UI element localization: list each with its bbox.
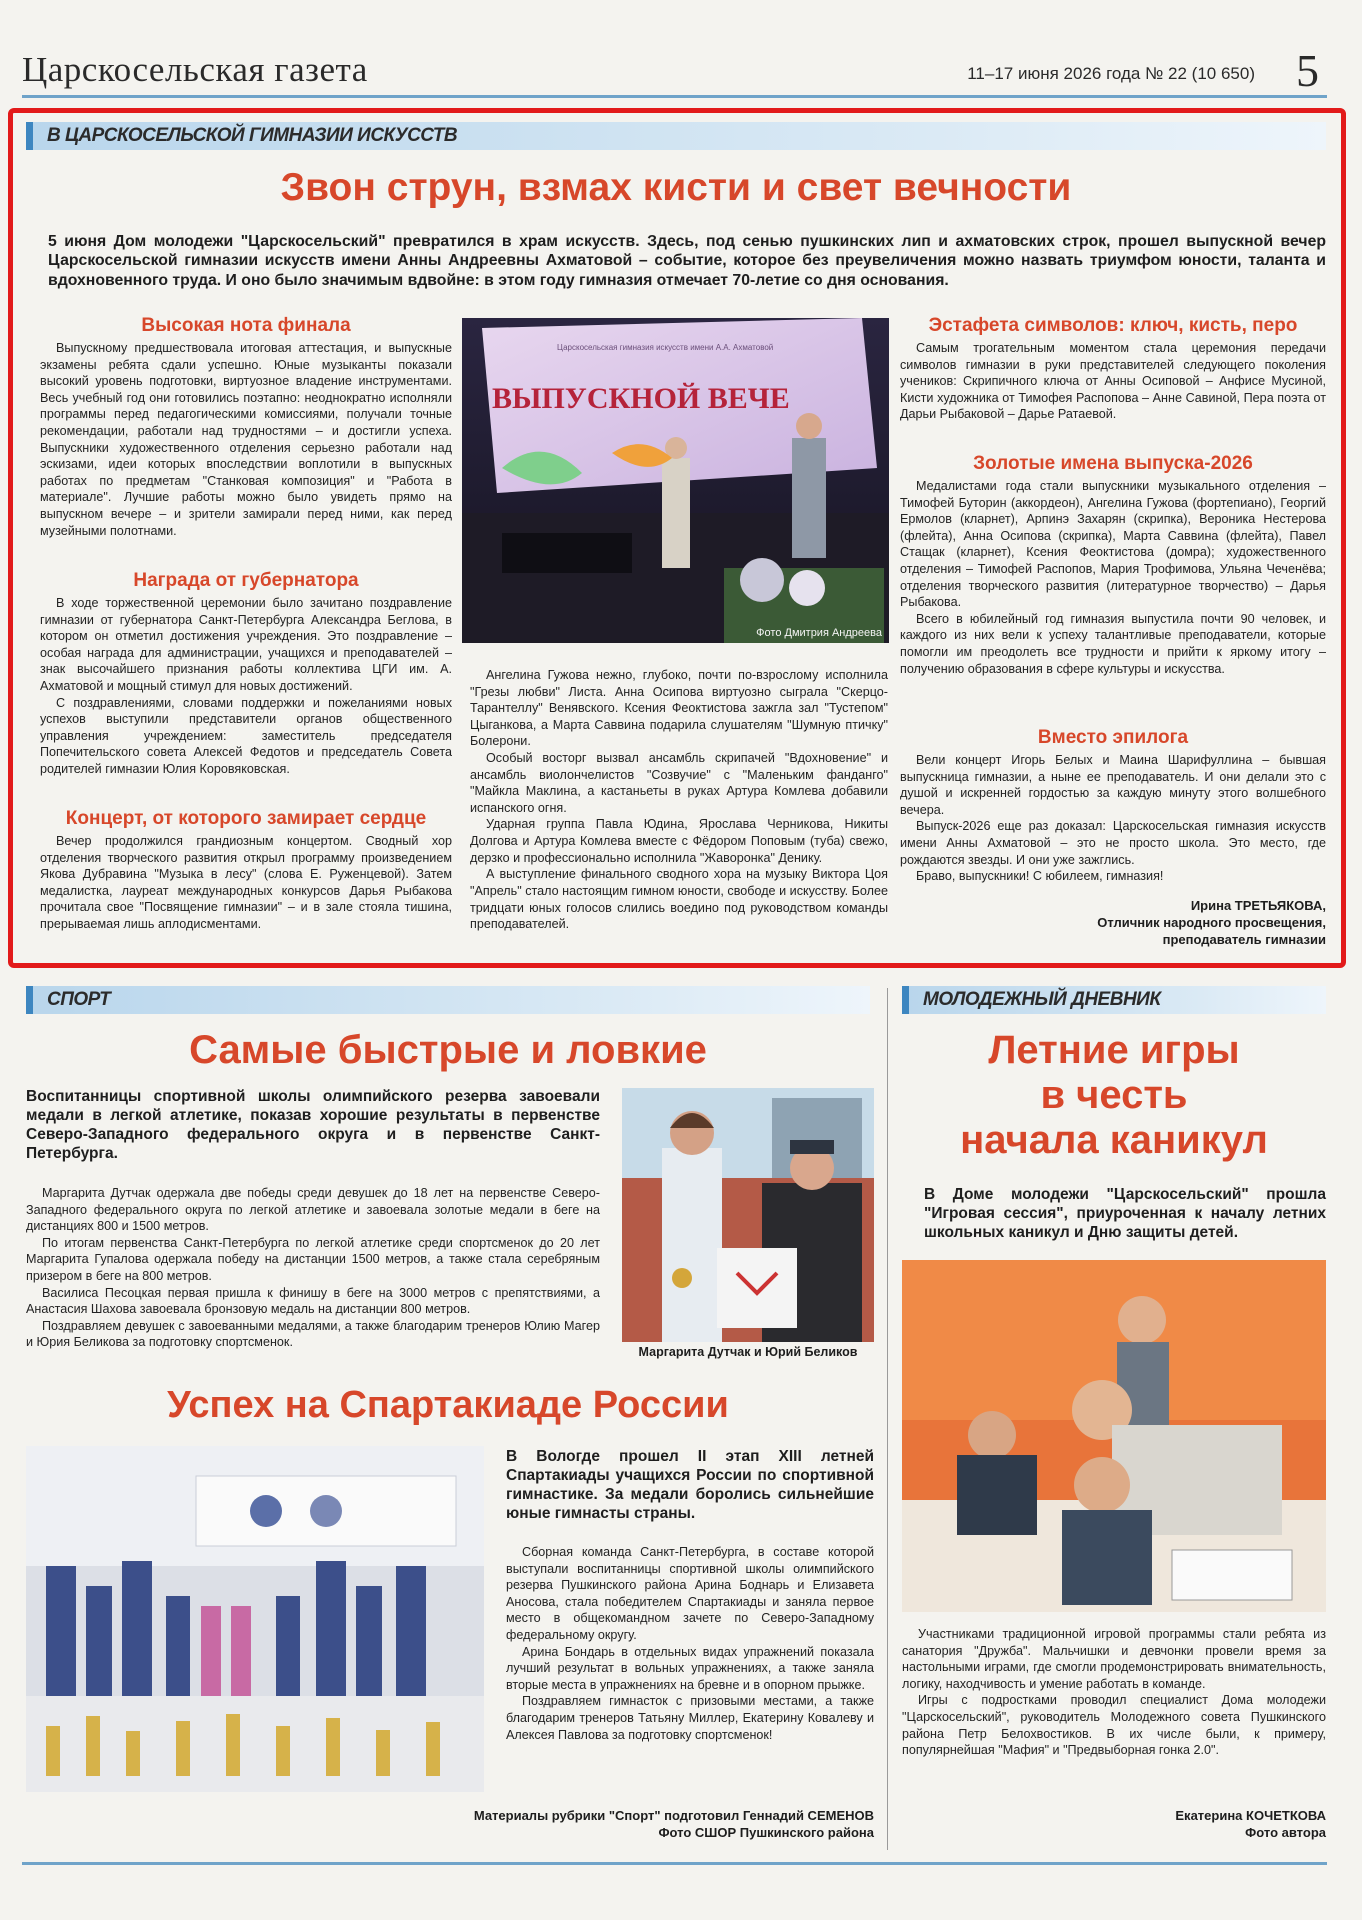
main-headline: Звон струн, взмах кисти и свет вечности — [280, 166, 1072, 209]
issue-info: 11–17 июня 2026 года № 22 (10 650) — [967, 64, 1255, 83]
subhead-symbols: Эстафета символов: ключ, кисть, перо — [928, 315, 1298, 336]
col3-text-1: Самым трогательным моментом стала церемония передачи символов гимназии в руки представителей следующего поколения учеников: Скрипичного ключа от Анны Осиповой – Анфисе Мусиной, Кисти художника от Тимофея Распопова – Анне Савиной, Пера поэта от Дарьи Рыбаковой – Дарье Ратаевой. — [900, 341, 1326, 422]
rubric-gymnasium: В ЦАРСКОСЕЛЬСКОЙ ГИМНАЗИИ ИСКУССТВ — [26, 122, 1326, 150]
sport-headline-1: Самые быстрые и ловкие — [189, 1028, 707, 1072]
paper-name: Царскосельская газета — [22, 50, 368, 89]
athletes-photo — [622, 1088, 874, 1342]
col3-text-2: Медалистами года стали выпускники музыкального отделения – Тимофей Буторин (аккордеон), Ангелина Гужова (фортепиано), Георгий Ермолов (кларнет), Арпинэ Захарян (скрипка), Вероника Нестерова (флейта), Анна Осипова (скрипка), Марта Саввина (флейта), Павел Стащак (кларнет), Ксения Феоктистова (домра); художественного отделения – Тимофей Распопов, Мария Трофимова, Ульяна Чеченёва; отделения творческого развития (литературное творчество) – Дарья Рыбакова. Всего в юбилейный год гимназия выпустила почти 90 человек, и каждого из них вели к успеху талантливые преподаватели, которые помогли им преодолеть все трудности и прийти к яркому итогу – получению образования в сфере культуры и искусства. — [900, 479, 1326, 676]
main-signature: Ирина ТРЕТЬЯКОВА, Отличник народного просвещения, преподаватель гимназии — [1097, 898, 1326, 947]
masthead — [22, 44, 1327, 98]
column-divider — [887, 988, 888, 1850]
gymnasts-team-photo — [26, 1446, 484, 1792]
sport-lead-2: В Вологде прошел II этап XIII летней Спартакиады учащихся России по спортивной гимнастике. За медали боролись сильнейшие юные гимнасты страны. — [506, 1448, 874, 1522]
col3-text-3: Вели концерт Игорь Белых и Маина Шарифуллина – бывшая выпускница гимназии, а ныне ее преподаватель. И они делали это с душой и искренней гордостью за каждую минуту этого волшебного вечера. Выпуск-2026 еще раз доказал: Царскосельская гимназия искусств имени Анны Ахматовой – это не просто школа. Это место, где рождаются звезды. И они уже зажглись. Браво, выпускники! С юбилеем, гимназия! — [900, 753, 1326, 884]
col1-text-1: Выпускному предшествовала итоговая аттестация, и выпускные экзамены ребята сдали успешно. Юные музыканты показали высокий уровень подготовки, виртуозное владение инструментами. Весь учебный год они готовились поэтапно: неоднократно исполняли программы перед педагогическими комиссиями, получали точные рекомендации, работали над трудностями – и достигли успеха. Выпускники художественного отделения серьезно работали над эскизами, идеи которых впоследствии воплотили в выпускных работах по предметам "Станковая композиция" и "Работа в материале". Лучшие работы можно было увидеть прямо на выпускном вечере – и зрители замирали перед ними, как перед музейными полотнами. — [40, 341, 452, 538]
page-number: 5 — [1296, 45, 1319, 96]
subhead-governor-award: Награда от губернатора — [133, 570, 359, 591]
photo-credit: Фото Дмитрия Андреева — [756, 627, 882, 639]
rubric-sport: СПОРТ — [26, 986, 870, 1014]
main-lead: 5 июня Дом молодежи "Царскосельский" превратился в храм искусств. Здесь, под сенью пушкинских лип и ахматовских строк, прошел выпускной вечер Царскосельской гимназии искусств имени Анны Андреевны Ахматовой – событие, которое без преувеличения можно назвать триумфом юности, таланта и вдохновенного труда. И оно было значимым вдвойне: в этом году гимназия отмечает 70-летие со дня основания. — [48, 233, 1326, 289]
subhead-high-note: Высокая нота финала — [141, 315, 351, 336]
photo-banner-small: Царскосельская гимназия искусств имени А.А. Ахматовой — [557, 343, 774, 352]
subhead-epilogue: Вместо эпилога — [1037, 727, 1189, 748]
sport-text-2: Сборная команда Санкт-Петербурга, в составе которой выступали воспитанницы спортивной школы олимпийского резерва Пушкинского района Арина Боднарь и Елизавета Аносова, стала победителем Спартакиады и заняла первое место в общекомандном зачете по Северо-Западному федеральному округу. Арина Бондарь в отдельных видах упражнений показала лучший результат в вольных упражнениях, а также заняла вторые места в упражнениях на бревне и в опорном прыжке. Поздравляем гимнасток с призовыми местами, а также благодарим тренеров Татьяну Миллер, Екатерину Ковалеву и Алексея Павлова за подготовку спортсменок! — [506, 1545, 874, 1742]
graduation-stage-photo — [462, 318, 889, 643]
col1-text-2: В ходе торжественной церемонии было зачитано поздравление гимназии от губернатора Санкт-Петербурга Александра Беглова, в котором он отметил достижения учреждения. Это поздравление – особая награда для администрации, учащихся и преподавателей – знак высочайшего признания работы коллектива ЦГИ им. А. Ахматовой и мощный стимул для новых достижений. С поздравлениями, словами поддержки и пожеланиями новых успехов выступили представители органов общественного управления учреждением: заместитель председателя Попечительского совета Алексей Федотов и председатель Совета родителей гимназии Юлия Коровяковская. — [40, 596, 452, 777]
board-games-photo — [902, 1260, 1326, 1612]
sport-lead-1: Воспитанницы спортивной школы олимпийского резерва завоевали медали в легкой атлетике, показав хорошие результаты в первенстве Северо-Западного федерального округа и в первенстве Санкт-Петербурга. — [26, 1088, 600, 1162]
main-col2: Ангелина Гужова нежно, глубоко, почти по-взрослому исполнила "Грезы любви" Листа. Анна Осипова виртуозно сыграла "Скерцо-Тарантеллу" Венявского. Ксения Феоктистова зажгла зал "Тустепом" Цыганкова, а Марта Саввина подарила слушателям "Шумную птичку" Болерони. Особый восторг вызвал ансамбль скрипачей "Вдохновение" и ансамбль виолончелистов "Созвучие" с "Маленьким фанданго" "Майкла Маклина, а кастаньеты в руках Артура Комлева добавили испанского огня. Ударная группа Павла Юдина, Ярослава Черникова, Никиты Долгова и Артура Комлева вместе с Фёдором Поповым (туба) свежо, дерзко и профессионально исполнила "Жаворонка" Денику. А выступление финального сводного хора на музыку Виктора Цоя "Апрель" стало настоящим гимном юности, свободе и искусству. Более тридцати юных голосов слились воедино под руководством команды преподавателей. — [470, 668, 888, 932]
youth-text: Участниками традиционной игровой программы стали ребята из санатория "Дружба". Мальчишки и девчонки провели время за настольными играми, где смогли продемонстрировать внимательность, логику, находчивость и умение работать в команде. Игры с подростками проводил специалист Дома молодежи "Царскосельский", руководитель Молодежного совета Пушкинского района Петр Белохвостиков. В их числе были, к примеру, популярнейшая "Мафия" и "Предвыборная гонка 2.0". — [902, 1627, 1326, 1758]
sport-credit: Материалы рубрики "Спорт" подготовил Геннадий СЕМЕНОВ Фото СШОР Пушкинского района — [473, 1808, 874, 1840]
youth-lead: В Доме молодежи "Царскосельский" прошла "Игровая сессия", приуроченная к началу летних школьных каникул и Дню защиты детей. — [924, 1186, 1326, 1241]
bottom-rule — [22, 1862, 1327, 1865]
subhead-concert: Концерт, от которого замирает сердце — [65, 808, 427, 829]
col1-text-3: Вечер продолжился грандиозным концертом. Сводный хор отделения творческого развития открыл программу произведением Якова Дубравина "Музыка в лесу" (слова Е. Руженцевой). Затем медалистка, лауреат международных конкурсов Дарья Рыбакова прочитала свое "Посвящение гимназии" – и в зале стояла тишина, прерываемая лишь аплодисментами. — [40, 834, 452, 932]
sport-headline-2: Успех на Спартакиаде России — [167, 1384, 729, 1426]
photo-banner-text: ВЫПУСКНОЙ ВЕЧЕ — [492, 382, 790, 415]
youth-headline: Летние игры в честь начала каникул — [960, 1028, 1268, 1162]
subhead-golden-names: Золотые имена выпуска-2026 — [973, 453, 1253, 474]
athletes-photo-caption: Маргарита Дутчак и Юрий Беликов — [638, 1345, 858, 1359]
youth-signature: Екатерина КОЧЕТКОВА Фото автора — [1175, 1808, 1326, 1840]
rubric-youth-diary: МОЛОДЕЖНЫЙ ДНЕВНИК — [902, 986, 1326, 1014]
sport-text-1: Маргарита Дутчак одержала две победы среди девушек до 18 лет на первенстве Северо-Западного федерального округа по легкой атлетике и завоевала золотые медали в беге на дистанциях 800 и 1500 метров. По итогам первенства Санкт-Петербурга по легкой атлетике среди спортсменок до 20 лет Маргарита Гупалова одержала победу на дистанции 1500 метров, а также стала серебряным призером в беге на 800 метров. Василиса Песоцкая первая пришла к финишу в беге на 3000 метров с препятствиями, а Анастасия Шахова завоевала бронзовую медаль на дистанции 800 метров. Поздравляем девушек с завоеванными медалями, а также благодарим тренеров Юлию Магер и Юрия Беликова за подготовку спортсменок. — [26, 1186, 600, 1350]
